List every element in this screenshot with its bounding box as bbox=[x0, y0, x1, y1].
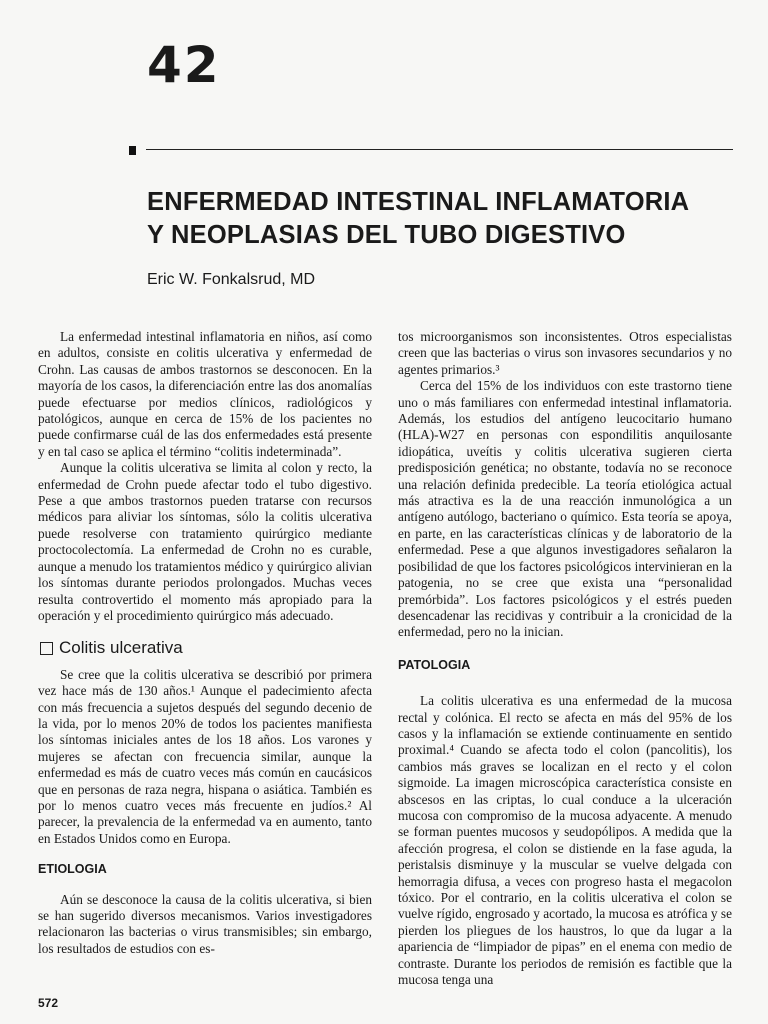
chapter-title-line-1: ENFERMEDAD INTESTINAL INFLAMATORIA bbox=[147, 188, 690, 216]
subheading-etiologia: ETIOLOGIA bbox=[38, 862, 107, 877]
subheading-patologia: PATOLOGIA bbox=[398, 657, 471, 672]
paragraph: tos microorganismos son inconsistentes. Otros especialistas creen que las bacterias o virus son invasores secundarios y no agentes primarios.³ bbox=[398, 329, 732, 377]
paragraph: La colitis ulcerativa es una enfermedad de la mucosa rectal y colónica. El recto se afecta en más del 95% de los casos y la inflamación se extiende continuamente en sentido proximal.⁴ Cuando se afecta todo el colon (pancolitis), los cambios más graves se localizan en el recto y el colon sigmoide. La imagen microscópica característica consiste en abscesos en las criptas, lo cual conduce a la ulceración mucosa con compromiso de la mucosa adyacente. A menudo se forman puentes mucosos y seudopólipos. A medida que la afección progresa, el colon se distiende en la fase aguda, la peristalsis disminuye y la muscular se vuelve delgada con hemorragia difusa, a veces con progreso hasta el megacolon tóxico. Por el contrario, en la colitis ulcerativa el colon se vuelve rígido, engrosado y acortado, la mucosa es atrófica y se pierden los pliegues de los haustros, lo que da lugar a la apariencia de “limpiador de pipas” en el enema con medio de contraste. Durante los periodos de remisión es factible que la mucosa tenga una bbox=[398, 693, 732, 988]
paragraph: Se cree que la colitis ulcerativa se describió por primera vez hace más de 130 años.¹ Aunque el padecimiento afecta con más frecuencia a sujetos después del segundo decenio de la vida, por lo menos 20% de todos los pacientes manifiesta los síntomas iniciales antes de los 18 años. Los varones y mujeres se afectan con frecuencia similar, aunque la enfermedad es más de cuatro veces más común en caucásicos que en personas de raza negra, hispana o asiática. También es por lo menos cuatro veces más frecuente en judíos.² Al parecer, la prevalencia de la enfermedad va en aumento, tanto en Estados Unidos como en Europa. bbox=[38, 666, 372, 846]
paragraph: Aún se desconoce la causa de la colitis ulcerativa, si bien se han sugerido diversos mecanismos. Varios investigadores relacionaron las bacterias o virus transmisibles; sin embargo, los resultados de estudios con es- bbox=[38, 891, 372, 956]
chapter-number: 42 bbox=[147, 36, 221, 94]
paragraph: La enfermedad intestinal inflamatoria en niños, así como en adultos, consiste en colitis ulcerativa y enfermedad de Crohn. Las causas de ambos trastornos se desconocen. En la mayoría de los casos, la diferenciación entre las dos anomalías puede efectuarse por medios clínicos, radiológicos y patológicos, aunque en cerca de 15% de los pacientes no puede confirmarse cuál de las dos enfermedades está presente y en tal caso se aplica el término “colitis indeterminada”. bbox=[38, 329, 372, 459]
title-divider bbox=[146, 149, 733, 150]
section-heading-label: Colitis ulcerativa bbox=[59, 638, 183, 658]
chapter-title bbox=[147, 186, 737, 252]
chapter-title-line-2: Y NEOPLASIAS DEL TUBO DIGESTIVO bbox=[147, 221, 626, 249]
left-column bbox=[38, 329, 372, 957]
page-number: 572 bbox=[38, 996, 59, 1010]
author: Eric W. Fonkalsrud, MD bbox=[147, 271, 316, 288]
right-column bbox=[398, 329, 732, 988]
rule-marker bbox=[129, 146, 136, 155]
paragraph: Aunque la colitis ulcerativa se limita al colon y recto, la enfermedad de Crohn puede afectar todo el tubo digestivo. Pese a que ambos trastornos pueden tratarse con recursos médicos para aliviar los síntomas, sólo la colitis ulcerativa puede resolverse con tratamiento quirúrgico mediante proctocolectomía. La enfermedad de Crohn no es curable, aunque a menudo los tratamientos médico y quirúrgico alivian los síntomas durante periodos prolongados. Muchas veces resulta controvertido el momento más apropiado para la operación y el procedimiento quirúrgico más adecuado. bbox=[38, 460, 372, 623]
square-bullet-icon bbox=[40, 642, 53, 655]
paragraph: Cerca del 15% de los individuos con este trastorno tiene uno o más familiares con enfermedad intestinal inflamatoria. Además, los estudios del antígeno leucocitario humano (HLA)-W27 en personas con espondilitis anquilosante idiopática, uveítis y colitis ulcerativa sugieren cierta predisposición genética; no obstante, todavía no se reconoce una relación definida predecible. La teoría etiológica actual más atractiva es la de una reacción inmunológica a un antígeno autólogo, bacteriano o químico. Esta teoría se apoya, en parte, en las características clínicas y de laboratorio de la enfermedad. Pese a que algunos investigadores señalaron la posibilidad de que los factores psicológicos intervinieran en la patogenia, no se cree que exista una “personalidad premórbida”. Los factores psicológicos y el estrés pueden desencadenar las recidivas y contribuir a la cronicidad de la enfermedad, pero no la inician. bbox=[398, 378, 732, 640]
section-heading bbox=[38, 640, 372, 656]
